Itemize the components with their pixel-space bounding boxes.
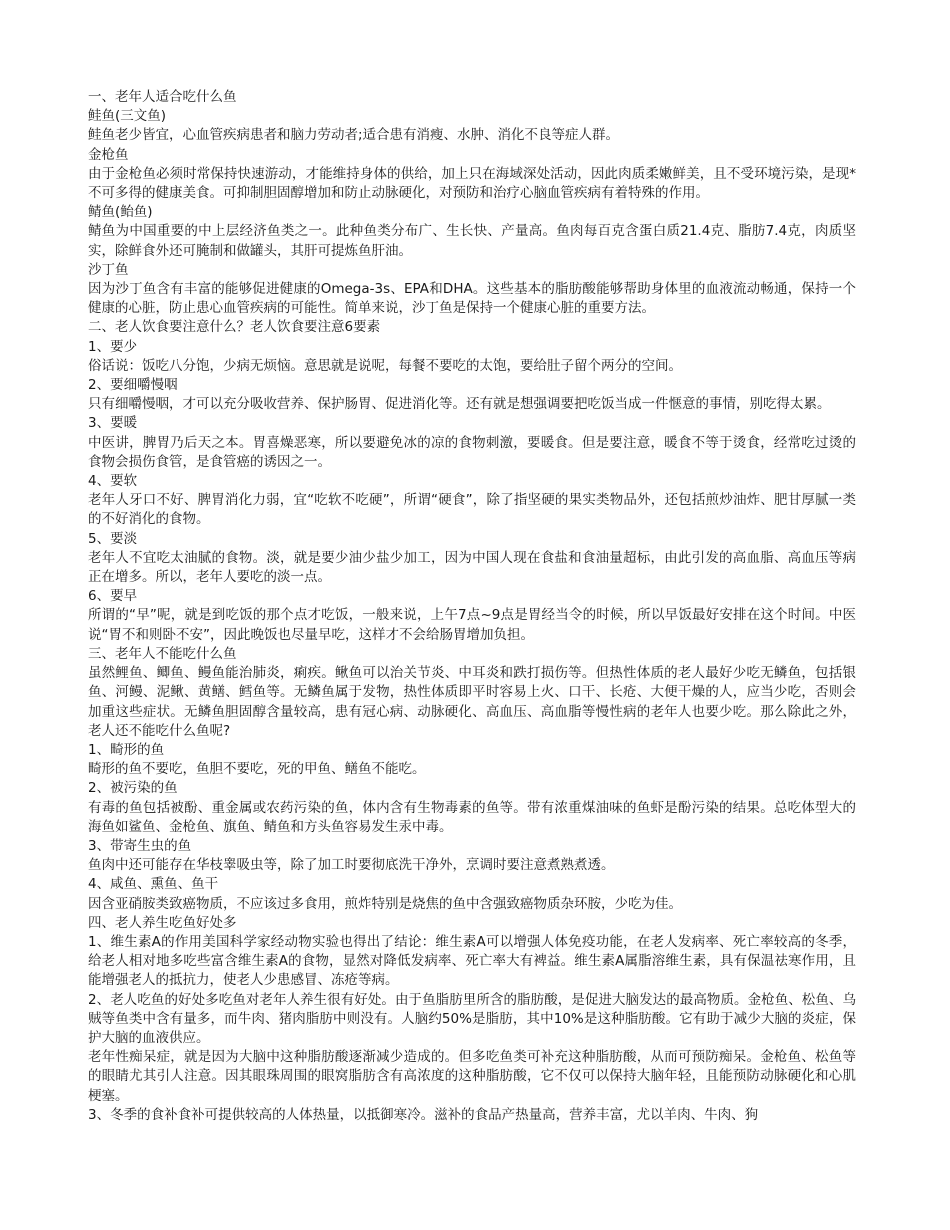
item-heading: 1、要少 [88,338,138,355]
subheading-salmon: 鲑鱼(三文鱼) [88,108,167,125]
paragraph: 畸形的鱼不要吃，鱼胆不要吃，死的甲鱼、鳝鱼不能吃。 [88,761,426,778]
paragraph: 虽然鲤鱼、鲫鱼、鳗鱼能治肺炎，痢疾。鳅鱼可以治关节炎、中耳炎和跌打损伤等。但热性体质的老人最好少吃无鳞鱼，包括银鱼、河鳗、泥鳅、黄鳝、鳕鱼等。无鳞鱼属于发物，热性体质即平时容易上火、口干、长疮、大便干燥的人，应当少吃，否则会加重这些症状。无鳞鱼胆固醇含量较高，患有冠心病、动脉硬化、高血压、高血脂等慢性病的老年人也要少吃。那么除此之外，老人还不能吃什么鱼呢? [88,665,856,739]
item-heading: 5、要淡 [88,530,138,547]
paragraph: 老年人不宜吃太油腻的食物。淡，就是要少油少盐少加工，因为中国人现在食盐和食油量超标，由此引发的高血脂、高血压等病正在增多。所以，老年人要吃的淡一点。 [88,549,856,586]
section-heading-3: 三、老年人不能吃什么鱼 [88,645,237,662]
subheading-sardine: 沙丁鱼 [88,261,129,278]
subheading-mackerel: 鲭鱼(鲐鱼) [88,204,153,221]
paragraph: 老年人牙口不好、脾胃消化力弱，宜“吃软不吃硬”，所谓“硬食”，除了指坚硬的果实类物品外，还包括煎炒油炸、肥甘厚腻一类的不好消化的食物。 [88,492,856,528]
item-heading: 3、带寄生虫的鱼 [88,837,192,854]
document-page [88,88,856,1125]
subheading-tuna: 金枪鱼 [88,146,129,163]
paragraph: 中医讲，脾胃乃后天之本。胃喜燥恶寒，所以要避免冰的凉的食物刺激，要暖食。但是要注意，暖食不等于烫食，经常吃过烫的食物会损伤食管，是食管癌的诱因之一。 [88,434,856,470]
section-heading-2: 二、老人饮食要注意什么？老人饮食要注意6要素 [88,319,381,336]
section-heading-1: 一、老年人适合吃什么鱼 [88,89,237,105]
item-heading: 2、要细嚼慢咽 [88,377,178,394]
paragraph-salmon: 鲑鱼老少皆宜，心血管疾病患者和脑力劳动者;适合患有消瘦、水肿、消化不良等症人群。 [88,127,620,144]
paragraph: 老年性痴呆症，就是因为大脑中这种脂肪酸逐渐减少造成的。但多吃鱼类可补充这种脂肪酸，从而可预防痴呆。金枪鱼、松鱼等的眼睛尤其引人注意。因其眼珠周围的眼窝脂肪含有高浓度的这种脂肪酸，它不仅可以保持大脑年轻，且能预防动脉硬化和心肌梗塞。 [88,1049,856,1104]
item-heading: 1、畸形的鱼 [88,741,165,758]
paragraph: 鱼肉中还可能存在华枝睾吸虫等，除了加工时要彻底洗干净外，烹调时要注意煮熟煮透。 [88,857,615,874]
paragraph-sardine: 因为沙丁鱼含有丰富的能够促进健康的Omega-3s、EPA和DHA。这些基本的脂肪酸能够帮助身体里的血液流动畅通，保持一个健康的心脏，防止患心血管疾病的可能性。简单来说，沙丁鱼是保持一个健康心脏的重要方法。 [88,281,856,317]
paragraph: 因含亚硝胺类致癌物质，不应该过多食用，煎炸特别是烧焦的鱼中含强致癌物质杂环胺，少吃为佳。 [88,895,682,912]
paragraph: 3、冬季的食补食补可提供较高的人体热量，以抵御寒冷。滋补的食品产热量高，营养丰富，尤以羊肉、牛肉、狗 [88,1106,759,1123]
paragraph: 俗话说：饭吃八分饱，少病无烦恼。意思就是说呢，每餐不要吃的太饱，要给肚子留个两分的空间。 [88,357,682,374]
item-heading: 6、要早 [88,588,138,605]
paragraph-tuna: 由于金枪鱼必须时常保持快速游动，才能维持身体的供给，加上只在海域深处活动，因此肉质柔嫩鲜美，且不受环境污染，是现*不可多得的健康美食。可抑制胆固醇增加和防止动脉硬化，对预防和治疗心脑血管疾病有着特殊的作用。 [88,165,856,202]
paragraph: 2、老人吃鱼的好处多吃鱼对老年人养生很有好处。由于鱼脂肪里所含的脂肪酸，是促进大脑发达的最高物质。金枪鱼、松鱼、乌贼等鱼类中含有量多，而牛肉、猪肉脂肪中则没有。人脑约50%是脂肪，其中10%是这种脂肪酸。它有助于减少大脑的炎症，保护大脑的血液供应。 [88,991,856,1046]
item-heading: 3、要暖 [88,415,138,432]
item-heading: 4、咸鱼、熏鱼、鱼干 [88,876,219,893]
item-heading: 4、要软 [88,473,138,490]
paragraph: 所谓的“早”呢，就是到吃饭的那个点才吃饭，一般来说，上午7点~9点是胃经当令的时候，所以早饭最好安排在这个时间。中医说“胃不和则卧不安”，因此晚饭也尽量早吃，这样才不会给肠胃增加负担。 [88,607,856,643]
section-heading-4: 四、老人养生吃鱼好处多 [88,914,237,931]
paragraph: 有毒的鱼包括被酚、重金属或农药污染的鱼，体内含有生物毒素的鱼等。带有浓重煤油味的鱼虾是酚污染的结果。总吃体型大的海鱼如鲨鱼、金枪鱼、旗鱼、鲭鱼和方头鱼容易发生汞中毒。 [88,799,856,835]
paragraph-mackerel: 鲭鱼为中国重要的中上层经济鱼类之一。此种鱼类分布广、生长快、产量高。鱼肉每百克含蛋白质21.4克、脂肪7.4克，肉质坚实，除鲜食外还可腌制和做罐头，其肝可提炼鱼肝油。 [88,223,856,259]
paragraph: 只有细嚼慢咽，才可以充分吸收营养、保护肠胃、促进消化等。还有就是想强调要把吃饭当成一件惬意的事情，别吃得太累。 [88,396,831,413]
paragraph: 1、维生素A的作用美国科学家经动物实验也得出了结论：维生素A可以增强人体免疫功能，在老人发病率、死亡率较高的冬季，给老人相对地多吃些富含维生素A的食物，显然对降低发病率、死亡率大有裨益。维生素A属脂溶维生素，具有保温祛寒作用，且能增强老人的抵抗力，使老人少患感冒、冻疮等病。 [88,933,856,989]
item-heading: 2、被污染的鱼 [88,780,178,797]
